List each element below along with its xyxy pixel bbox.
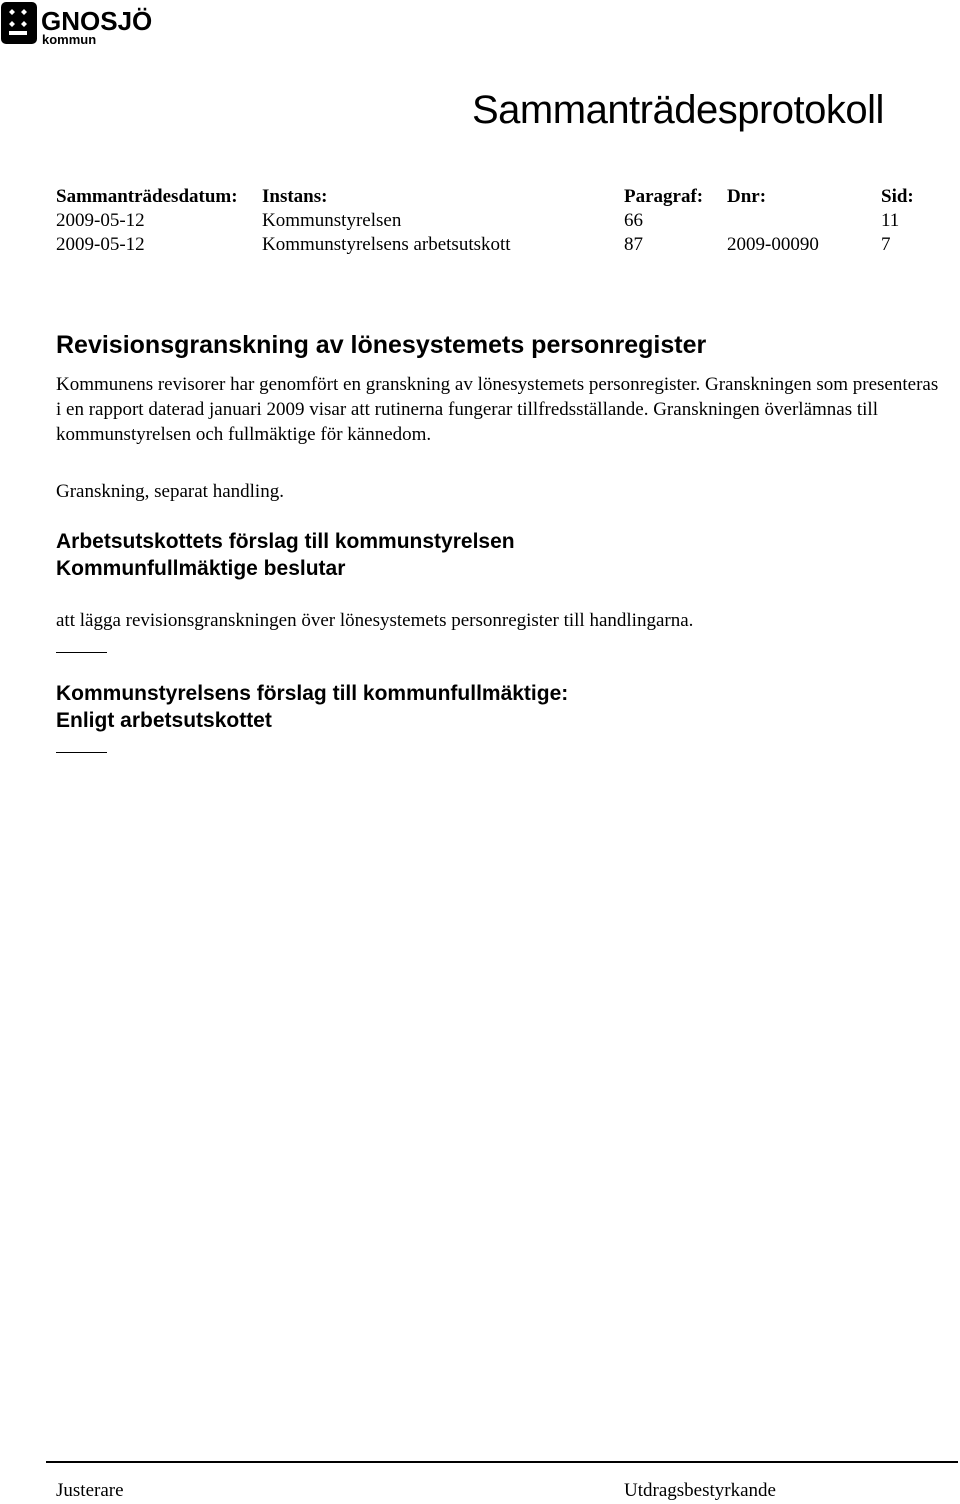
footer-adjuster-label: Justerare bbox=[56, 1480, 124, 1501]
meta-header-dnr: Dnr: bbox=[727, 186, 767, 207]
meta-header-date: Sammanträdesdatum: bbox=[56, 186, 238, 207]
attachment-note: Granskning, separat handling. bbox=[56, 481, 284, 502]
proposal-line-2: Kommunfullmäktige beslutar bbox=[56, 557, 346, 580]
footer-divider bbox=[46, 1461, 958, 1463]
municipality-logo bbox=[0, 0, 170, 48]
meta-header-row bbox=[56, 186, 936, 210]
footer-certification-label: Utdragsbestyrkande bbox=[624, 1480, 776, 1501]
separator-rule bbox=[56, 752, 107, 753]
board-line-1: Kommunstyrelsens förslag till kommunfullmäktige: bbox=[56, 682, 569, 705]
meta-row bbox=[56, 210, 936, 234]
meta-date: 2009-05-12 bbox=[56, 210, 145, 231]
meta-date: 2009-05-12 bbox=[56, 234, 145, 255]
logo-name: GNOSJÖ bbox=[41, 6, 153, 36]
meta-row bbox=[56, 234, 936, 258]
meta-paragraph: 87 bbox=[624, 234, 643, 255]
proposal-heading bbox=[56, 528, 515, 582]
separator-rule bbox=[56, 652, 107, 653]
meeting-meta-table bbox=[56, 186, 936, 258]
board-line-2: Enligt arbetsutskottet bbox=[56, 709, 272, 732]
body-paragraph: Kommunens revisorer har genomfört en granskning av lönesystemets personregister. Granskningen som presenteras i en rapport daterad januari 2009 visar att rutinerna fungerar tillfredsställande. Granskningen överlämnas till kommunstyrelsen och fullmäktige för kännedom. bbox=[56, 374, 939, 445]
meta-page: 7 bbox=[881, 234, 891, 255]
meta-header-paragraph: Paragraf: bbox=[624, 186, 704, 207]
meta-dnr: 2009-00090 bbox=[727, 234, 819, 255]
decision-text: att lägga revisionsgranskningen över lönesystemets personregister till handlingarna. bbox=[56, 610, 694, 631]
section-heading: Revisionsgranskning av lönesystemets personregister bbox=[56, 331, 707, 359]
board-proposal-heading bbox=[56, 680, 568, 734]
logo-emblem-icon bbox=[0, 0, 170, 48]
meta-instance: Kommunstyrelsens arbetsutskott bbox=[262, 234, 511, 255]
meta-header-page: Sid: bbox=[881, 186, 914, 207]
logo-sub: kommun bbox=[42, 32, 97, 47]
meta-header-instance: Instans: bbox=[262, 186, 328, 207]
meta-paragraph: 66 bbox=[624, 210, 643, 231]
meta-instance: Kommunstyrelsen bbox=[262, 210, 402, 231]
page-title: Sammanträdesprotokoll bbox=[472, 88, 884, 132]
proposal-line-1: Arbetsutskottets förslag till kommunstyrelsen bbox=[56, 530, 515, 553]
meta-page: 11 bbox=[881, 210, 900, 231]
